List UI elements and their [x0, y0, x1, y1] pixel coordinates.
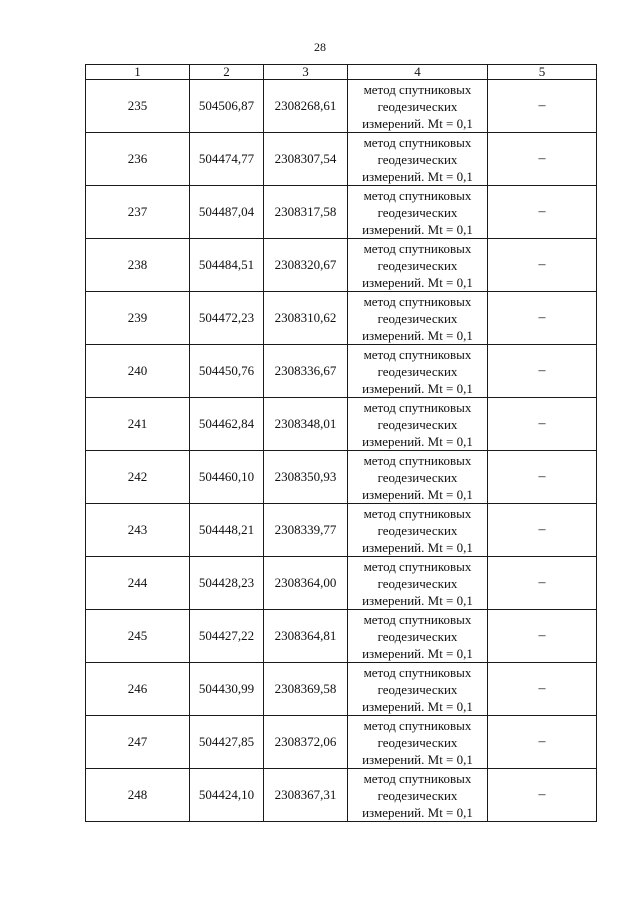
method-line: метод спутниковых [363, 81, 472, 97]
point-number: 239 [86, 292, 190, 345]
method-line: метод спутниковых [363, 134, 472, 150]
method-line: измерений. Mt = 0,1 [362, 327, 473, 343]
header-col-4: 4 [348, 65, 488, 80]
table-row [86, 716, 597, 769]
method-line: измерений. Mt = 0,1 [362, 380, 473, 396]
table-row [86, 504, 597, 557]
point-number: 242 [86, 451, 190, 504]
coordinate-x: 504462,84 [190, 398, 264, 451]
method-line: измерений. Mt = 0,1 [362, 115, 473, 131]
coordinate-y: 2308268,61 [264, 80, 348, 133]
table-row [86, 186, 597, 239]
point-number: 246 [86, 663, 190, 716]
point-number: 240 [86, 345, 190, 398]
method-line: измерений. Mt = 0,1 [362, 274, 473, 290]
method-description [348, 133, 488, 186]
coordinate-x: 504448,21 [190, 504, 264, 557]
note-dash: – [488, 610, 597, 663]
method-line: метод спутниковых [363, 664, 472, 680]
table-row [86, 451, 597, 504]
coordinate-y: 2308367,31 [264, 769, 348, 822]
table-row [86, 398, 597, 451]
method-line: геодезических [377, 522, 458, 538]
method-line: геодезических [377, 151, 458, 167]
note-dash: – [488, 557, 597, 610]
coordinate-x: 504430,99 [190, 663, 264, 716]
note-dash: – [488, 133, 597, 186]
method-line: метод спутниковых [363, 505, 472, 521]
coordinate-x: 504460,10 [190, 451, 264, 504]
coordinate-y: 2308307,54 [264, 133, 348, 186]
method-line: геодезических [377, 681, 458, 697]
coordinate-y: 2308317,58 [264, 186, 348, 239]
note-dash: – [488, 292, 597, 345]
header-col-3: 3 [264, 65, 348, 80]
page-number: 28 [314, 40, 326, 54]
coordinate-y: 2308348,01 [264, 398, 348, 451]
method-line: геодезических [377, 416, 458, 432]
method-description [348, 398, 488, 451]
method-description [348, 716, 488, 769]
method-description [348, 769, 488, 822]
method-line: измерений. Mt = 0,1 [362, 592, 473, 608]
point-number: 237 [86, 186, 190, 239]
method-line: измерений. Mt = 0,1 [362, 698, 473, 714]
method-description [348, 663, 488, 716]
table-row [86, 610, 597, 663]
method-line: геодезических [377, 310, 458, 326]
table-row [86, 557, 597, 610]
method-line: измерений. Mt = 0,1 [362, 751, 473, 767]
point-number: 247 [86, 716, 190, 769]
note-dash: – [488, 451, 597, 504]
method-description [348, 345, 488, 398]
method-line: метод спутниковых [363, 240, 472, 256]
method-line: геодезических [377, 469, 458, 485]
method-description [348, 610, 488, 663]
coordinate-x: 504424,10 [190, 769, 264, 822]
method-line: геодезических [377, 98, 458, 114]
method-description [348, 557, 488, 610]
method-line: метод спутниковых [363, 452, 472, 468]
coordinate-y: 2308364,81 [264, 610, 348, 663]
method-line: геодезических [377, 628, 458, 644]
note-dash: – [488, 504, 597, 557]
point-number: 236 [86, 133, 190, 186]
method-line: измерений. Mt = 0,1 [362, 486, 473, 502]
header-col-1: 1 [86, 65, 190, 80]
coordinate-x: 504428,23 [190, 557, 264, 610]
header-row [86, 65, 597, 80]
note-dash: – [488, 186, 597, 239]
coordinate-x: 504427,22 [190, 610, 264, 663]
coordinate-y: 2308310,62 [264, 292, 348, 345]
method-description [348, 504, 488, 557]
point-number: 235 [86, 80, 190, 133]
table-row [86, 133, 597, 186]
method-line: метод спутниковых [363, 770, 472, 786]
method-line: геодезических [377, 363, 458, 379]
point-number: 244 [86, 557, 190, 610]
method-line: геодезических [377, 787, 458, 803]
note-dash: – [488, 345, 597, 398]
method-line: измерений. Mt = 0,1 [362, 539, 473, 555]
table-row [86, 769, 597, 822]
coordinate-x: 504506,87 [190, 80, 264, 133]
method-line: геодезических [377, 257, 458, 273]
note-dash: – [488, 398, 597, 451]
point-number: 243 [86, 504, 190, 557]
coordinates-table [85, 64, 597, 822]
method-line: геодезических [377, 575, 458, 591]
method-description [348, 80, 488, 133]
method-line: метод спутниковых [363, 558, 472, 574]
method-line: измерений. Mt = 0,1 [362, 168, 473, 184]
point-number: 238 [86, 239, 190, 292]
header-col-2: 2 [190, 65, 264, 80]
method-line: метод спутниковых [363, 293, 472, 309]
table-row [86, 663, 597, 716]
method-line: измерений. Mt = 0,1 [362, 804, 473, 820]
coordinate-y: 2308320,67 [264, 239, 348, 292]
coordinate-y: 2308339,77 [264, 504, 348, 557]
point-number: 241 [86, 398, 190, 451]
method-line: метод спутниковых [363, 399, 472, 415]
coordinate-x: 504472,23 [190, 292, 264, 345]
coordinate-y: 2308350,93 [264, 451, 348, 504]
method-line: геодезических [377, 204, 458, 220]
coordinate-y: 2308336,67 [264, 345, 348, 398]
header-col-5: 5 [488, 65, 597, 80]
method-line: геодезических [377, 734, 458, 750]
coordinate-x: 504484,51 [190, 239, 264, 292]
table-row [86, 239, 597, 292]
coordinate-x: 504474,77 [190, 133, 264, 186]
coordinate-y: 2308364,00 [264, 557, 348, 610]
coordinate-x: 504487,04 [190, 186, 264, 239]
method-line: метод спутниковых [363, 611, 472, 627]
method-description [348, 451, 488, 504]
point-number: 245 [86, 610, 190, 663]
coordinate-x: 504427,85 [190, 716, 264, 769]
method-line: метод спутниковых [363, 346, 472, 362]
note-dash: – [488, 769, 597, 822]
method-description [348, 239, 488, 292]
table-body [86, 80, 597, 822]
table-row [86, 80, 597, 133]
note-dash: – [488, 663, 597, 716]
table-row [86, 292, 597, 345]
note-dash: – [488, 239, 597, 292]
point-number: 248 [86, 769, 190, 822]
coordinate-x: 504450,76 [190, 345, 264, 398]
method-line: измерений. Mt = 0,1 [362, 221, 473, 237]
note-dash: – [488, 716, 597, 769]
method-description [348, 292, 488, 345]
coordinate-y: 2308372,06 [264, 716, 348, 769]
method-line: метод спутниковых [363, 717, 472, 733]
method-line: измерений. Mt = 0,1 [362, 433, 473, 449]
method-line: метод спутниковых [363, 187, 472, 203]
note-dash: – [488, 80, 597, 133]
method-description [348, 186, 488, 239]
coordinate-y: 2308369,58 [264, 663, 348, 716]
method-line: измерений. Mt = 0,1 [362, 645, 473, 661]
table-row [86, 345, 597, 398]
